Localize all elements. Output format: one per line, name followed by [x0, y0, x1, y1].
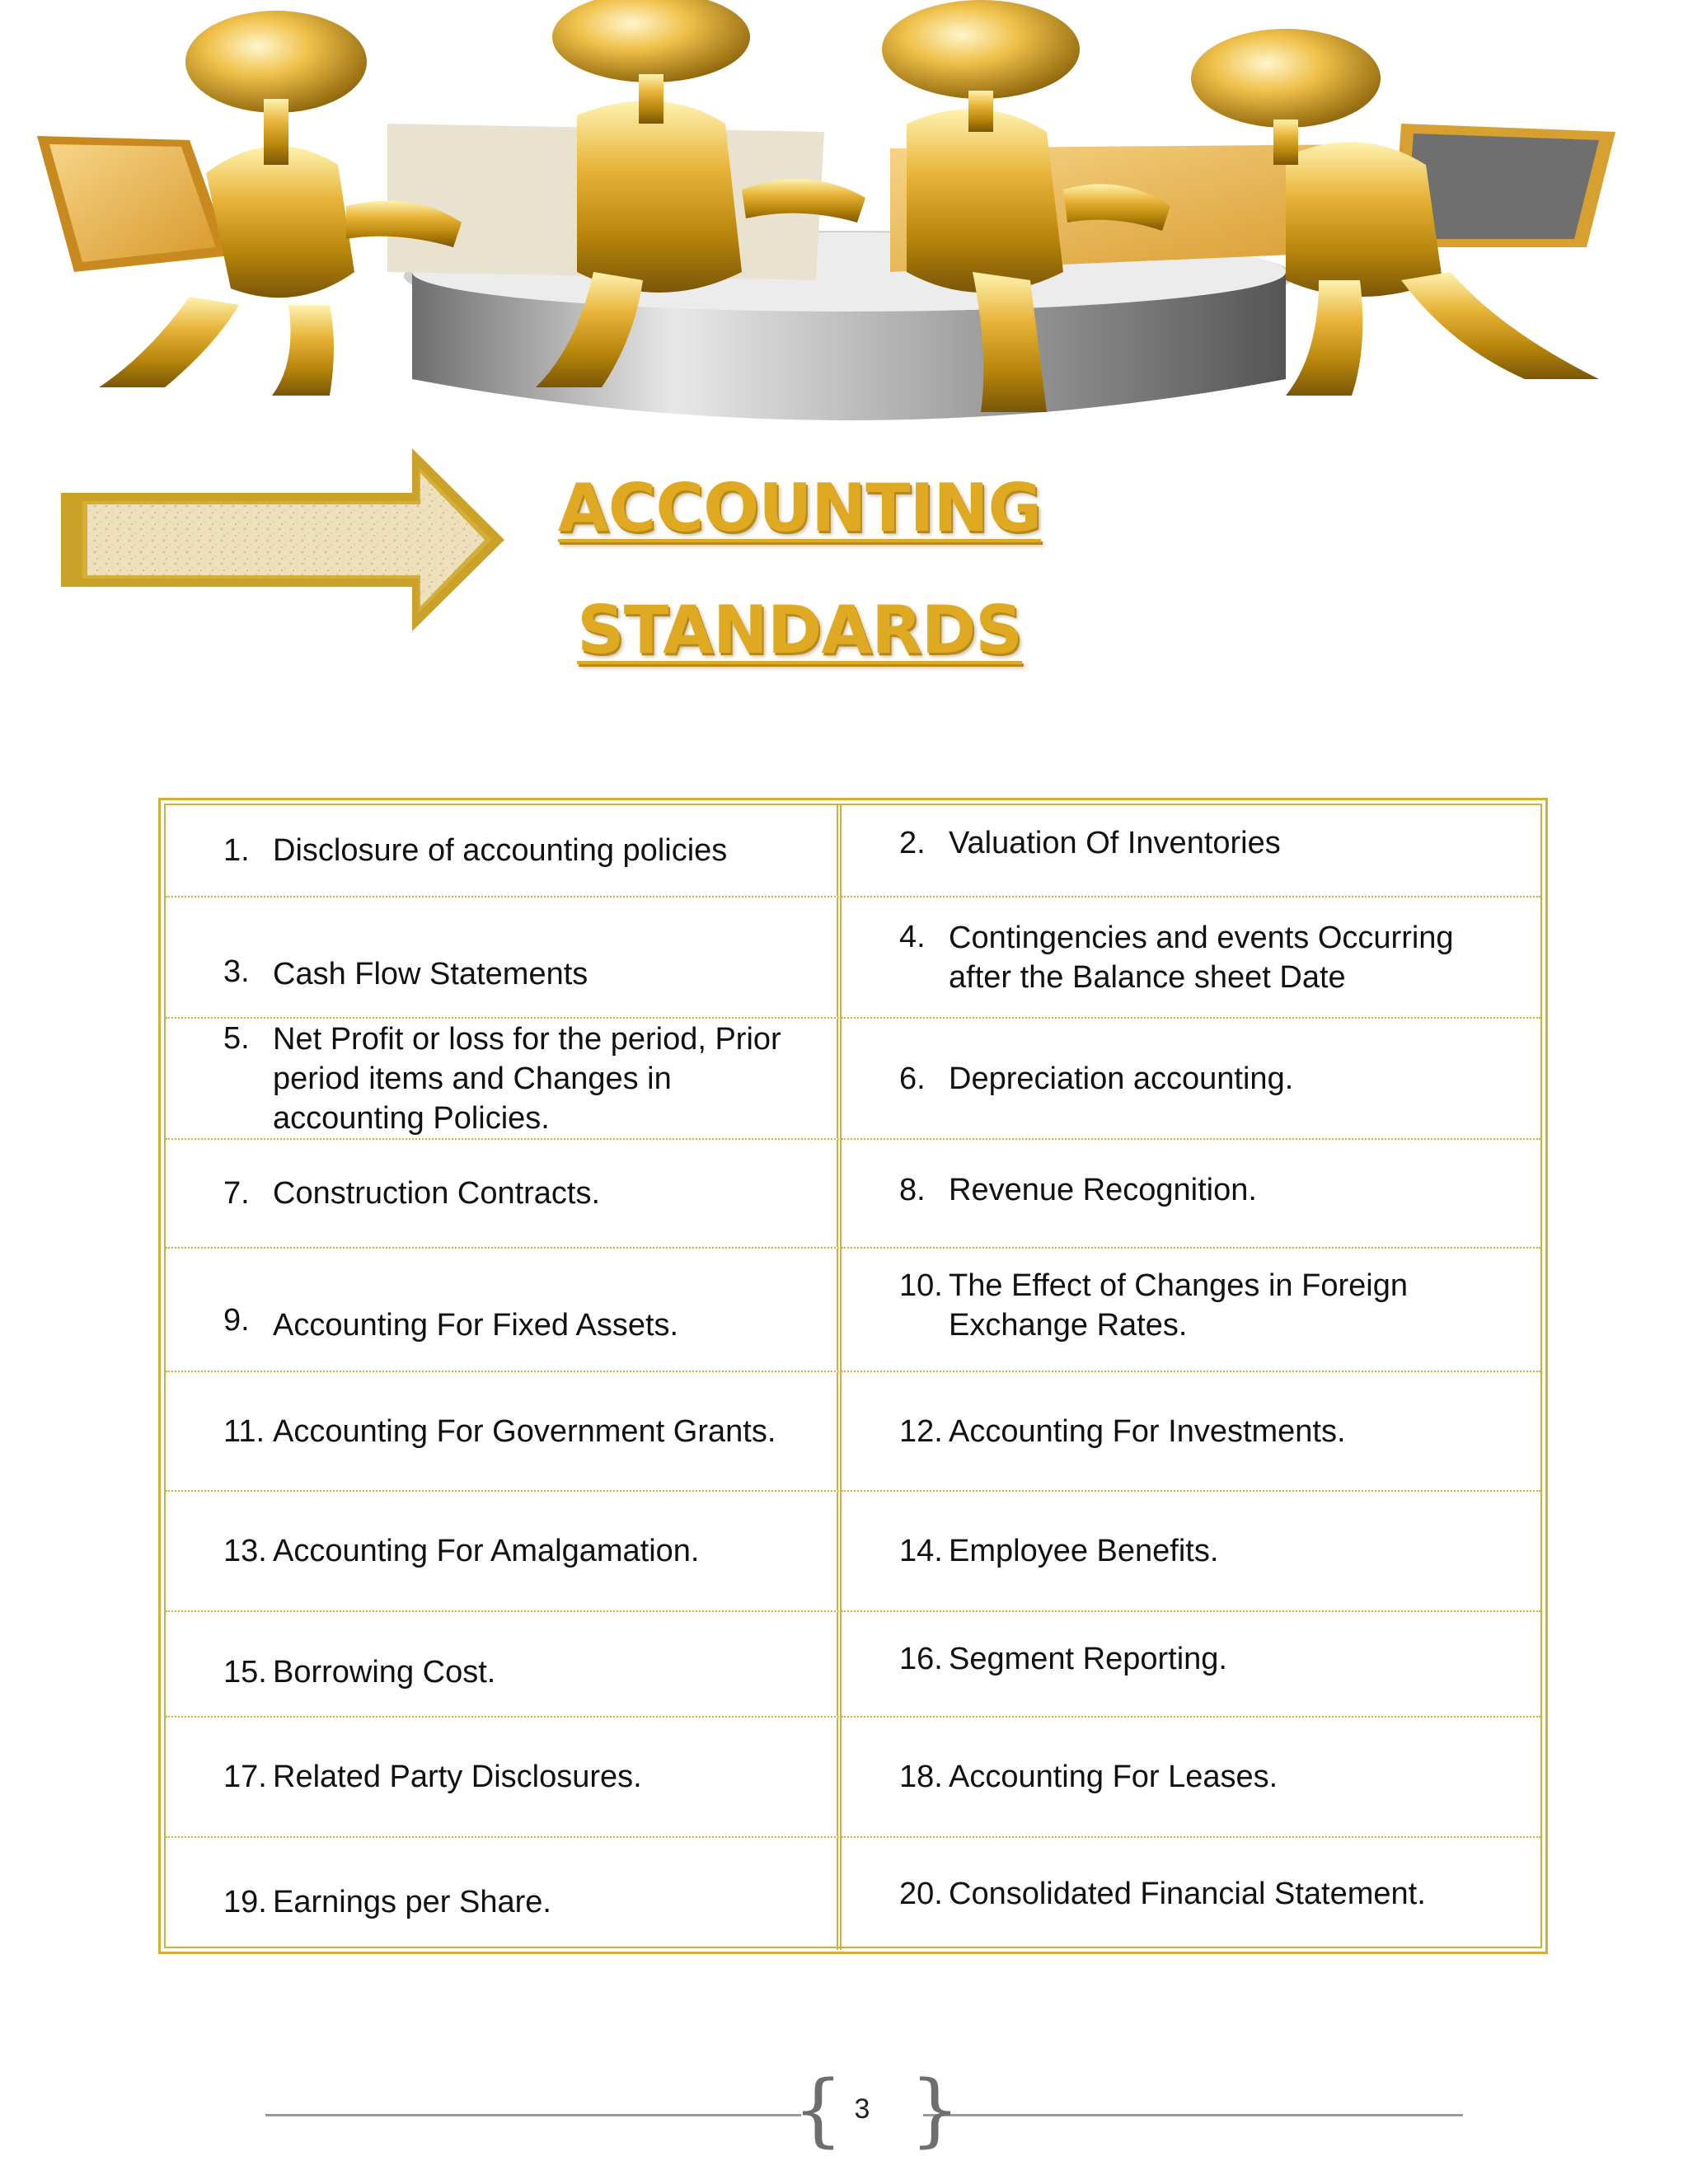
standard-item-17: 17. Related Party Disclosures.	[166, 1718, 842, 1838]
standard-item-1: 1. Disclosure of accounting policies	[166, 805, 842, 898]
hero-illustration	[0, 0, 1688, 445]
page-title-line2: STANDARDS	[577, 592, 1022, 668]
standard-item-5: 5. Net Profit or loss for the period, Prior period items and Changes in accounting Policies.	[166, 1019, 842, 1140]
standard-item-13: 13. Accounting For Amalgamation.	[166, 1492, 842, 1612]
standard-item-11: 11. Accounting For Government Grants.	[166, 1372, 842, 1492]
standard-item-8: 8. Revenue Recognition.	[842, 1140, 1540, 1249]
standard-item-6: 6. Depreciation accounting.	[842, 1019, 1540, 1140]
page-footer	[0, 2064, 1688, 2156]
standard-item-15: 15. Borrowing Cost.	[166, 1612, 842, 1718]
standard-item-9: 9. Accounting For Fixed Assets.	[166, 1249, 842, 1372]
footer-rule-left	[265, 2114, 801, 2116]
standard-item-3: 3. Cash Flow Statements	[166, 898, 842, 1019]
standard-item-18: 18. Accounting For Leases.	[842, 1718, 1540, 1838]
standards-table	[158, 798, 1548, 1954]
page-number: 3	[854, 2093, 870, 2125]
standard-item-4: 4. Contingencies and events Occurring after the Balance sheet Date	[842, 898, 1540, 1019]
standard-item-7: 7. Construction Contracts.	[166, 1140, 842, 1249]
page-title-line1: ACCOUNTING	[557, 470, 1042, 546]
standard-item-19: 19. Earnings per Share.	[166, 1838, 842, 1950]
standard-item-20: 20. Consolidated Financial Statement.	[899, 1877, 1426, 1911]
right-brace-icon: }	[910, 2064, 961, 2156]
standard-item-12: 12. Accounting For Investments.	[842, 1372, 1540, 1492]
standard-item-16: 16. Segment Reporting.	[842, 1612, 1540, 1718]
left-brace-icon: {	[793, 2064, 844, 2156]
standard-item-10: 10. The Effect of Changes in Foreign Exchange Rates.	[842, 1249, 1540, 1372]
standard-item-2: 2. Valuation Of Inventories	[842, 805, 1540, 898]
footer-rule-right	[923, 2114, 1463, 2116]
standard-item-14: 14. Employee Benefits.	[842, 1492, 1540, 1612]
arrow-icon	[58, 445, 519, 635]
